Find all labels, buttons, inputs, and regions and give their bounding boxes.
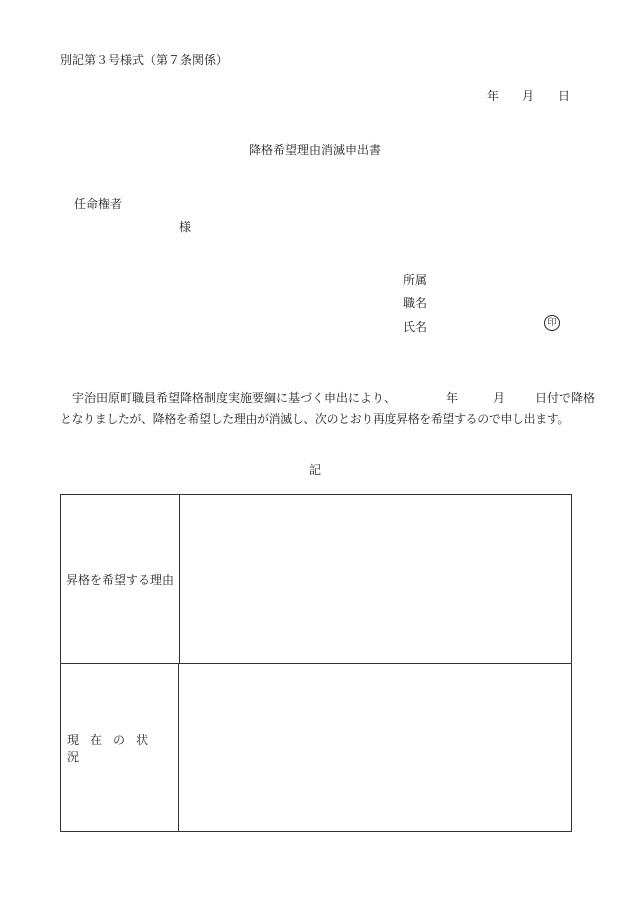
form-number: 別記第３号様式（第７条関係） [60,53,229,67]
date-day-label: 日 [558,89,571,103]
body-text [60,388,596,430]
seal-mark-icon: 印 [544,315,560,331]
department-label: 所属 [403,273,428,287]
addressee-role: 任命権者 [74,197,123,211]
status-label: 現在の状況 [61,664,179,831]
body-line-2: となりましたが、降格を希望した理由が消滅し、次のとおり再度昇格を希望するので申し出ます。 [60,412,570,426]
addressee-honorific: 様 [179,220,192,234]
ki-heading: 記 [308,463,321,477]
detail-table [60,494,572,832]
body-line-1 [60,388,596,409]
name-label: 氏名 [403,320,428,334]
position-label: 職名 [403,296,428,310]
reason-value[interactable] [180,495,571,663]
date-month-label: 月 [522,89,535,103]
document-title: 降格希望理由消滅申出書 [248,143,381,157]
body-line1-year: 年 [446,391,459,405]
body-line1-month: 月 [493,391,506,405]
status-value[interactable] [180,664,571,831]
date-line [487,87,570,104]
date-year-label: 年 [487,89,500,103]
body-line1-end: 日付で降格 [535,391,596,405]
reason-label: 昇格を希望する理由 [61,495,180,663]
table-row-status [61,664,571,831]
body-line1-start: 宇治田原町職員希望降格制度実施要綱に基づく申出により、 [72,391,397,405]
table-row-reason [61,495,571,664]
